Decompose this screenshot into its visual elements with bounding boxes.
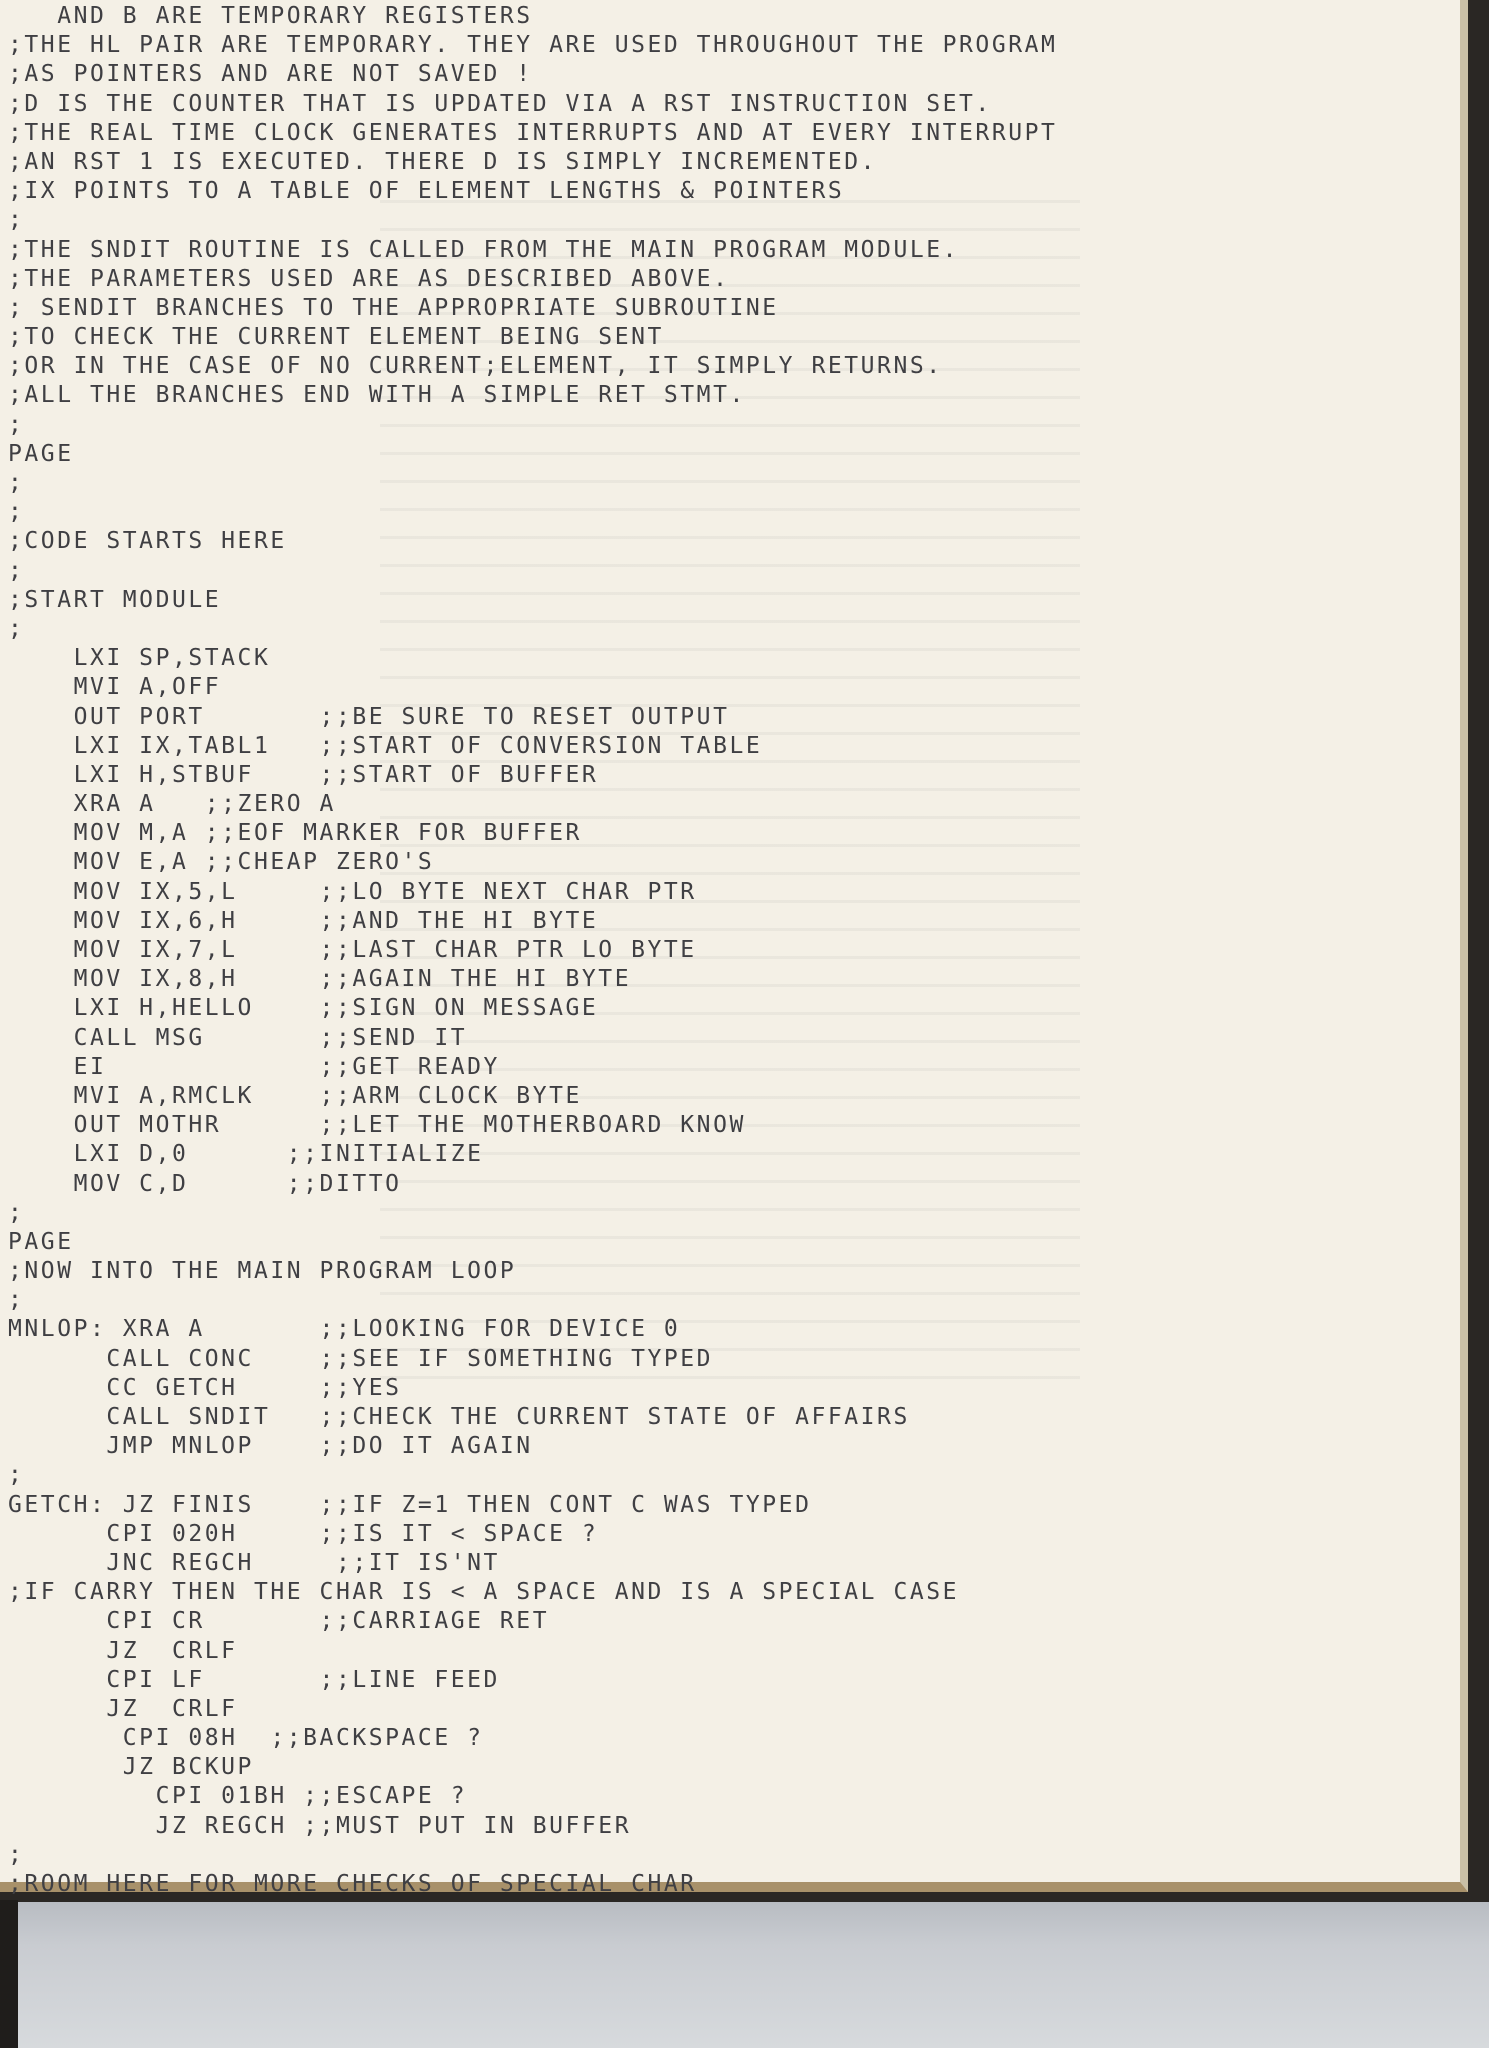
code-line: MOV IX,7,L ;;LAST CHAR PTR LO BYTE (8, 937, 697, 963)
code-line: PAGE (8, 1228, 74, 1255)
code-line: ; (8, 1287, 25, 1314)
scanner-background (0, 1902, 1489, 2048)
code-line: ;START MODULE (8, 586, 222, 613)
scanner-edge-shadow (0, 1900, 18, 2048)
code-line: ; (8, 1462, 25, 1489)
code-line: CALL CONC ;;SEE IF SOMETHING TYPED (8, 1345, 714, 1372)
code-line: MOV IX,8,H ;;AGAIN THE HI BYTE (8, 966, 632, 993)
code-line: ;NOW INTO THE MAIN PROGRAM LOOP (8, 1258, 517, 1285)
code-line: MOV C,D ;;DITTO (8, 1170, 402, 1197)
code-line: XRA A ;;ZERO A (8, 791, 336, 818)
code-line: OUT MOTHR ;;LET THE MOTHERBOARD KNOW (8, 1112, 746, 1139)
code-line: ; (8, 1841, 25, 1868)
code-line: ; (8, 411, 25, 438)
code-line: MNLOP: XRA A ;;LOOKING FOR DEVICE 0 (8, 1316, 681, 1343)
code-line: EI ;;GET READY (8, 1053, 500, 1080)
code-line: AND B ARE TEMPORARY REGISTERS (8, 3, 533, 29)
code-line: ; SENDIT BRANCHES TO THE APPROPRIATE SUBROUTINE (8, 294, 779, 321)
code-line: JZ BCKUP (8, 1754, 254, 1781)
code-line: ; (8, 207, 25, 234)
code-line: CPI 020H ;;IS IT < SPACE ? (8, 1520, 599, 1547)
code-line: ;THE REAL TIME CLOCK GENERATES INTERRUPTS AND AT EVERY INTERRUPT (8, 119, 1058, 146)
code-line: ;D IS THE COUNTER THAT IS UPDATED VIA A RST INSTRUCTION SET. (8, 90, 992, 117)
code-line: JZ CRLF (8, 1637, 238, 1664)
code-line: ;THE PARAMETERS USED ARE AS DESCRIBED ABOVE. (8, 265, 730, 292)
code-line: ; (8, 499, 25, 526)
code-line: JZ REGCH ;;MUST PUT IN BUFFER (8, 1812, 632, 1839)
code-line: OUT PORT ;;BE SURE TO RESET OUTPUT (8, 703, 730, 730)
code-line: CPI 08H ;;BACKSPACE ? (8, 1725, 484, 1752)
code-line: ;IX POINTS TO A TABLE OF ELEMENT LENGTHS & POINTERS (8, 178, 845, 205)
code-line: MOV M,A ;;EOF MARKER FOR BUFFER (8, 820, 582, 847)
code-line: ; (8, 615, 25, 642)
code-line: LXI H,HELLO ;;SIGN ON MESSAGE (8, 995, 599, 1022)
code-line: JNC REGCH ;;IT IS'NT (8, 1549, 500, 1576)
code-line: ;TO CHECK THE CURRENT ELEMENT BEING SENT (8, 324, 664, 351)
code-line: JMP MNLOP ;;DO IT AGAIN (8, 1433, 533, 1460)
code-line: LXI H,STBUF ;;START OF BUFFER (8, 761, 599, 788)
code-line: CPI LF ;;LINE FEED (8, 1666, 500, 1693)
code-line: ;AS POINTERS AND ARE NOT SAVED ! (8, 61, 533, 88)
code-line: ;ROOM HERE FOR MORE CHECKS OF SPECIAL CHAR (8, 1871, 697, 1897)
code-line: ;ALL THE BRANCHES END WITH A SIMPLE RET STMT. (8, 382, 746, 409)
code-line: GETCH: JZ FINIS ;;IF Z=1 THEN CONT C WAS TYPED (8, 1491, 812, 1518)
code-line: ; (8, 557, 25, 584)
code-line: CC GETCH ;;YES (8, 1374, 402, 1401)
code-line: ;IF CARRY THEN THE CHAR IS < A SPACE AND IS A SPECIAL CASE (8, 1579, 960, 1606)
code-line: MOV E,A ;;CHEAP ZERO'S (8, 849, 435, 876)
code-line: ; (8, 1199, 25, 1226)
code-line: ;OR IN THE CASE OF NO CURRENT;ELEMENT, IT SIMPLY RETURNS. (8, 353, 943, 380)
code-line: PAGE (8, 440, 74, 467)
code-line: ;THE HL PAIR ARE TEMPORARY. THEY ARE USED THROUGHOUT THE PROGRAM (8, 32, 1058, 59)
code-line: CALL MSG ;;SEND IT (8, 1024, 468, 1051)
code-line: LXI D,0 ;;INITIALIZE (8, 1141, 484, 1168)
code-line: LXI IX,TABL1 ;;START OF CONVERSION TABLE (8, 732, 763, 759)
code-line: MOV IX,5,L ;;LO BYTE NEXT CHAR PTR (8, 878, 697, 905)
code-line: LXI SP,STACK (8, 645, 271, 672)
assembly-listing (8, 2, 1057, 1928)
code-line: CPI 01BH ;;ESCAPE ? (8, 1783, 468, 1810)
code-line: CALL SNDIT ;;CHECK THE CURRENT STATE OF AFFAIRS (8, 1404, 910, 1430)
code-line: CPI CR ;;CARRIAGE RET (8, 1608, 550, 1635)
code-line: MVI A,RMCLK ;;ARM CLOCK BYTE (8, 1082, 582, 1109)
code-line: ;CODE STARTS HERE (8, 528, 287, 555)
code-line: ; (8, 470, 25, 496)
code-line: ;AN RST 1 IS EXECUTED. THERE D IS SIMPLY INCREMENTED. (8, 148, 878, 175)
code-line: MOV IX,6,H ;;AND THE HI BYTE (8, 907, 599, 934)
code-line: MVI A,OFF (8, 674, 222, 701)
code-line: ;THE SNDIT ROUTINE IS CALLED FROM THE MAIN PROGRAM MODULE. (8, 236, 960, 263)
code-line: JZ CRLF (8, 1695, 238, 1722)
